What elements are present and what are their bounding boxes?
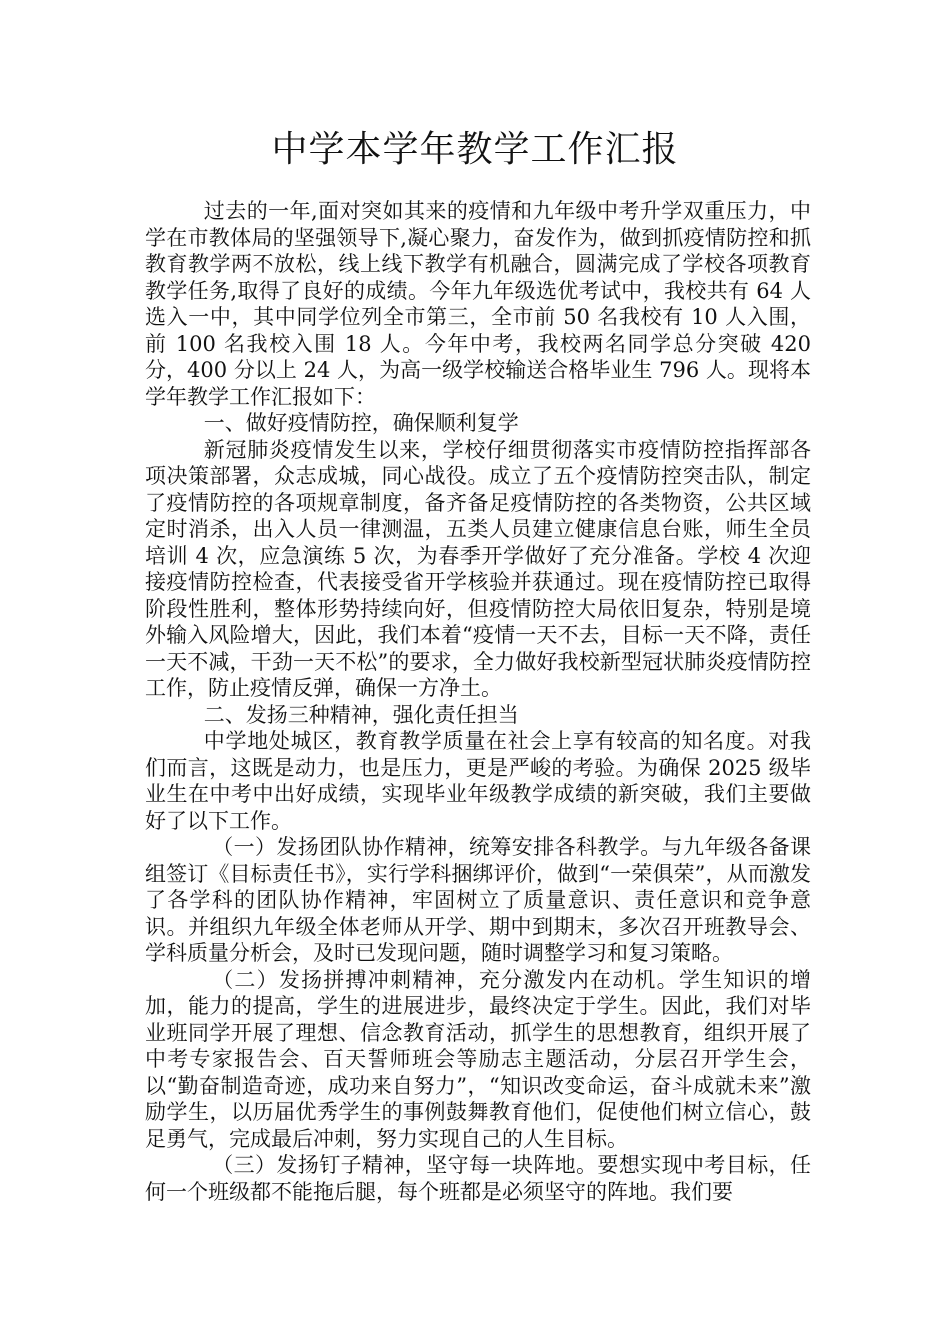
document-body — [145, 198, 811, 1205]
subsection-3-paragraph: （三）发扬钉子精神，坚守每一块阵地。要想实现中考目标，任何一个班级都不能拖后腿，每个班都是必须坚守的阵地。我们要 — [145, 1153, 811, 1204]
section-2-intro-paragraph: 中学地处城区，教育教学质量在社会上享有较高的知名度。对我们而言，这既是动力，也是压力，更是严峻的考验。为确保 2025 级毕业生在中考中出好成绩，实现毕业年级教学成绩的新突破，我们主要做好了以下工作。 — [145, 729, 811, 833]
section-heading-2: 二、发扬三种精神，强化责任担当 — [203, 702, 519, 727]
intro-paragraph: 过去的一年,面对突如其来的疫情和九年级中考升学双重压力，中学在市教体局的坚强领导下,凝心聚力，奋发作为，做到抓疫情防控和抓教育教学两不放松，线上线下教学有机融合，圆满完成了学校各项教育教学任务,取得了良好的成绩。今年九年级选优考试中，我校共有 64 人选入一中，其中同学位列全市第三，全市前 50 名我校有 10 人入围，前 100 名我校入围 18 人。今年中考，我校两名同学总分突破 420 分，400 分以上 24 人，为高一级学校输送合格毕业生 796 人。现将本学年教学工作汇报如下： — [145, 199, 811, 409]
subsection-2-paragraph: （二）发扬拼搏冲刺精神，充分激发内在动机。学生知识的增加，能力的提高，学生的进展进步，最终决定于学生。因此，我们对毕业班同学开展了理想、信念教育活动，抓学生的思想教育，组织开展了中考专家报告会、百天誓师班会等励志主题活动，分层召开学生会，以“勤奋制造奇迹，成功来自努力”，“知识改变命运，奋斗成就未来”激励学生，以历届优秀学生的事例鼓舞教育他们，促使他们树立信心，鼓足勇气，完成最后冲刺，努力实现自己的人生目标。 — [145, 967, 811, 1151]
section-1-paragraph: 新冠肺炎疫情发生以来，学校仔细贯彻落实市疫情防控指挥部各项决策部署，众志成城，同心战役。成立了五个疫情防控突击队，制定了疫情防控的各项规章制度，备齐备足疫情防控的各类物资，公共区域定时消杀，出入人员一律测温，五类人员建立健康信息台账，师生全员培训 4 次，应急演练 5 次，为春季开学做好了充分准备。学校 4 次迎接疫情防控检查，代表接受省开学核验并获通过。现在疫情防控已取得阶段性胜利，整体形势持续向好，但疫情防控大局依旧复杂，特别是境外输入风险增大，因此，我们本着“疫情一天不去，目标一天不降，责任一天不减，干劲一天不松”的要求，全力做好我校新型冠状肺炎疫情防控工作，防止疫情反弹，确保一方净土。 — [145, 437, 811, 700]
document-title: 中学本学年教学工作汇报 — [271, 129, 679, 170]
section-heading-1: 一、做好疫情防控，确保顺利复学 — [203, 411, 519, 435]
subsection-1-paragraph: （一）发扬团队协作精神，统筹安排各科教学。与九年级各备课组签订《目标责任书》，实行学科捆绑评价，做到“一荣俱荣”，从而激发了各学科的团队协作精神，牢固树立了质量意识、责任意识和竞争意识。并组织九年级全体老师从开学、期中到期末，多次召开班教导会、学科质量分析会，及时已发现问题，随时调整学习和复习策略。 — [145, 835, 811, 965]
